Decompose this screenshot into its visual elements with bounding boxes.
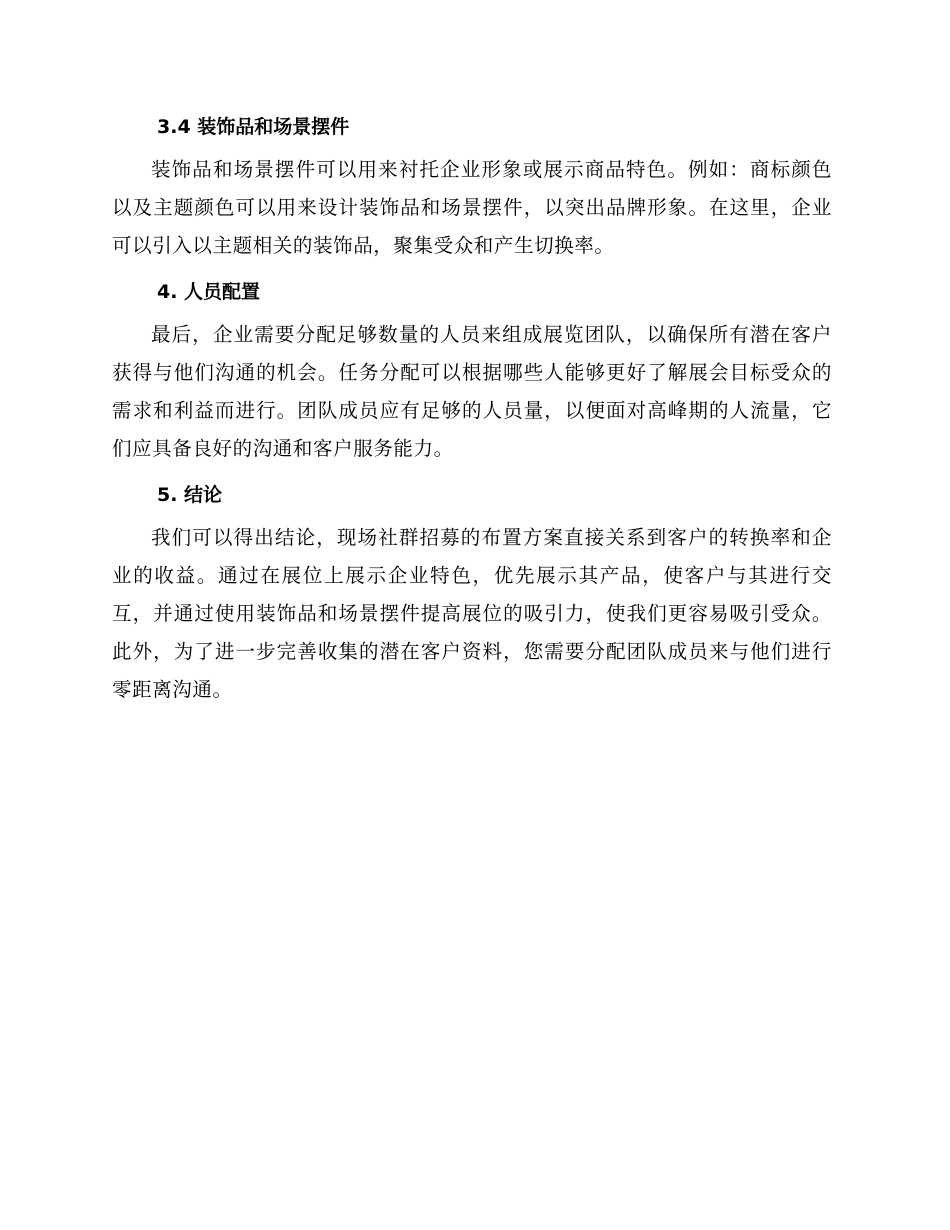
section-heading: 5. 结论 [157,484,223,506]
section-heading: 3.4 装饰品和场景摆件 [157,116,350,138]
section-decorations [112,110,832,265]
section-paragraph: 装饰品和场景摆件可以用来衬托企业形象或展示商品特色。例如：商标颜色以及主题颜色可以用来设计装饰品和场景摆件，以突出品牌形象。在这里，企业可以引入以主题相关的装饰品，聚集受众和产生切换率。 [112,158,832,257]
section-paragraph: 最后，企业需要分配足够数量的人员来组成展览团队，以确保所有潜在客户获得与他们沟通的机会。任务分配可以根据哪些人能够更好了解展会目标受众的需求和利益而进行。团队成员应有足够的人员量，以便面对高峰期的人流量，它们应具备良好的沟通和客户服务能力。 [112,323,832,460]
section-paragraph: 我们可以得出结论，现场社群招募的布置方案直接关系到客户的转换率和企业的收益。通过在展位上展示企业特色，优先展示其产品，使客户与其进行交互，并通过使用装饰品和场景摆件提高展位的吸引力，使我们更容易吸引受众。此外，为了进一步完善收集的潜在客户资料，您需要分配团队成员来与他们进行零距离沟通。 [112,526,832,701]
document-body [112,110,832,719]
section-heading: 4. 人员配置 [157,281,261,303]
section-conclusion [112,478,832,709]
section-staffing [112,275,832,468]
